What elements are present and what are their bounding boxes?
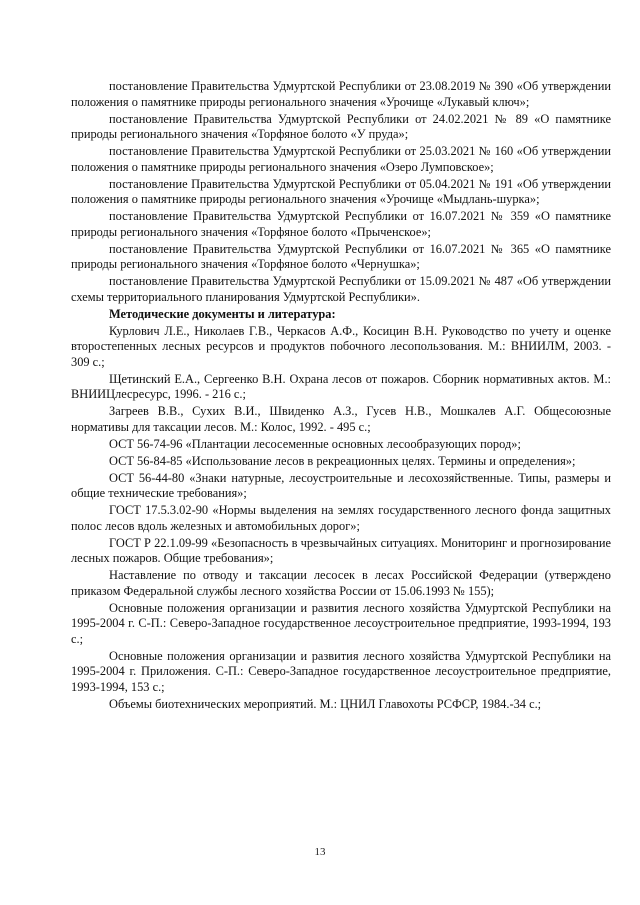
page-number: 13 bbox=[314, 846, 326, 858]
paragraph: постановление Правительства Удмуртской Республики от 24.02.2021 № 89 «О памятнике природы регионального значения «Торфяное болото «У пруда»; bbox=[71, 111, 611, 141]
paragraph: постановление Правительства Удмуртской Республики от 16.07.2021 № 359 «О памятнике природы регионального значения «Торфяное болото «Прыченское»; bbox=[71, 209, 611, 239]
paragraph: Загреев В.В., Сухих В.И., Швиденко А.З., Гусев Н.В., Мошкалев А.Г. Общесоюзные нормативы для таксации лесов. М.: Колос, 1992. - 495 с.; bbox=[71, 404, 611, 434]
paragraph: Курлович Л.Е., Николаев Г.В., Черкасов А.Ф., Косицин В.Н. Руководство по учету и оценке второстепенных лесных ресурсов и продуктов побочного лесопользования. М.: ВНИИЛМ, 2003. - 309 с.; bbox=[71, 323, 611, 369]
paragraph: Щетинский Е.А., Сергеенко В.Н. Охрана лесов от пожаров. Сборник нормативных актов. М.: ВНИИЦлесресурс, 1996. - 216 с.; bbox=[71, 371, 611, 401]
paragraph: постановление Правительства Удмуртской Республики от 23.08.2019 № 390 «Об утверждении положения о памятнике природы регионального значения «Урочище «Лукавый ключ»; bbox=[71, 79, 611, 109]
paragraph: Основные положения организации и развития лесного хозяйства Удмуртской Республики на 1995-2004 г. Приложения. С-П.: Северо-Западное государственное лесоустроительное предприятие, 1993-1994, 153 с.; bbox=[71, 648, 611, 694]
section-heading: Методические документы и литература: bbox=[109, 306, 336, 321]
paragraph: Основные положения организации и развития лесного хозяйства Удмуртской Республики на 1995-2004 г. С-П.: Северо-Западное государственное лесоустроительное предприятие, 1993-1994, 193 с.; bbox=[71, 600, 611, 646]
paragraph: ОСТ 56-74-96 «Плантации лесосеменные основных лесообразующих пород»; bbox=[109, 436, 521, 451]
document-body bbox=[71, 79, 611, 714]
paragraph: ОСТ 56-44-80 «Знаки натурные, лесоустроительные и лесохозяйственные. Типы, размеры и общие технические требования»; bbox=[71, 470, 611, 500]
paragraph: постановление Правительства Удмуртской Республики от 15.09.2021 № 487 «Об утверждении схемы территориального планирования Удмуртской Республики». bbox=[71, 274, 611, 304]
paragraph: постановление Правительства Удмуртской Республики от 05.04.2021 № 191 «Об утверждении положения о памятнике природы регионального значения «Урочище «Мыдлань-шурка»; bbox=[71, 176, 611, 206]
paragraph: Наставление по отводу и таксации лесосек в лесах Российской Федерации (утверждено приказом Федеральной службы лесного хозяйства России от 15.06.1993 № 155); bbox=[71, 568, 611, 598]
paragraph: ГОСТ 17.5.3.02-90 «Нормы выделения на землях государственного лесного фонда защитных полос лесов вдоль железных и автомобильных дорог»; bbox=[71, 503, 611, 533]
paragraph: ОСТ 56-84-85 «Использование лесов в рекреационных целях. Термины и определения»; bbox=[109, 453, 576, 468]
paragraph: Объемы биотехнических мероприятий. М.: ЦНИЛ Главохоты РСФСР, 1984.-34 с.; bbox=[109, 696, 542, 711]
paragraph: постановление Правительства Удмуртской Республики от 16.07.2021 № 365 «О памятнике природы регионального значения «Торфяное болото «Чернушка»; bbox=[71, 241, 611, 271]
paragraph: ГОСТ Р 22.1.09-99 «Безопасность в чрезвычайных ситуациях. Мониторинг и прогнозирование лесных пожаров. Общие требования»; bbox=[71, 535, 611, 565]
paragraph: постановление Правительства Удмуртской Республики от 25.03.2021 № 160 «Об утверждении положения о памятнике природы регионального значения «Озеро Лумповское»; bbox=[71, 144, 611, 174]
